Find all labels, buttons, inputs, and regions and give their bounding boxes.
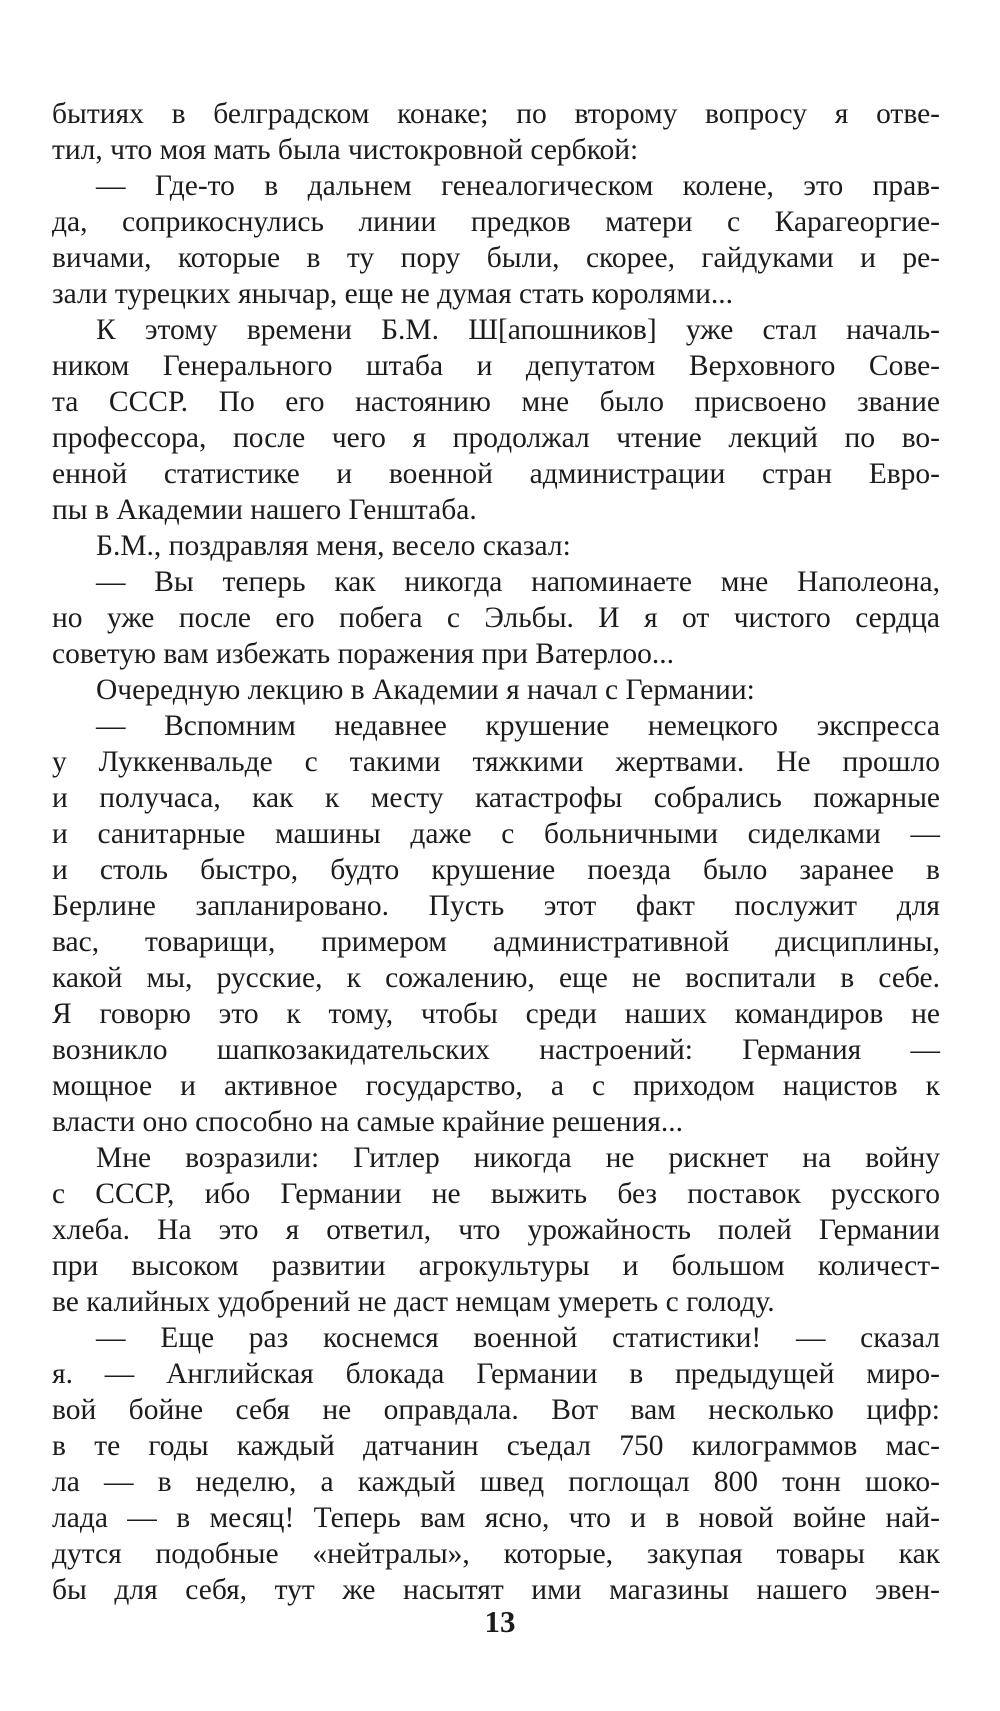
text-line: ником Генерального штаба и депутатом Верховного Сове-: [52, 350, 940, 382]
text-line: дутся подобные «нейтралы», которые, закупая товары как: [52, 1538, 940, 1570]
text-line: и столь быстро, будто крушение поезда было заранее в: [52, 854, 940, 886]
text-line: и получаса, как к месту катастрофы собрались пожарные: [52, 782, 940, 814]
text-line: енной статистике и военной администрации стран Евро-: [52, 458, 940, 490]
text-line: хлеба. На это я ответил, что урожайность полей Германии: [52, 1214, 940, 1246]
text-line: лада — в месяц! Теперь вам ясно, что и в новой войне най-: [52, 1502, 940, 1534]
page-body-text: [52, 96, 940, 1608]
text-line: вой бойне себя не оправдала. Вот вам несколько цифр:: [52, 1394, 940, 1426]
text-line: вичами, которые в ту пору были, скорее, гайдуками и ре-: [52, 242, 940, 274]
text-line: я. — Английская блокада Германии в предыдущей миро-: [52, 1358, 940, 1390]
text-line: бытиях в белградском конаке; по второму вопросу я отве-: [52, 98, 940, 130]
page-number: 13: [484, 1604, 516, 1639]
text-line: советую вам избежать поражения при Ватерлоо...: [52, 638, 675, 670]
text-line: Б.М., поздравляя меня, весело сказал:: [96, 530, 571, 562]
text-line: ве калийных удобрений не даст немцам умереть с голоду.: [52, 1286, 775, 1318]
text-line: бы для себя, тут же насытят ими магазины нашего эвен-: [52, 1574, 940, 1606]
text-line: возникло шапкозакидательских настроений: Германия —: [52, 1034, 940, 1066]
text-line: у Луккенвальде с такими тяжкими жертвами. Не прошло: [52, 746, 940, 778]
text-line: К этому времени Б.М. Ш[апошников] уже стал началь-: [96, 314, 940, 346]
text-line: Очередную лекцию в Академии я начал с Германии:: [96, 674, 755, 706]
text-line: зали турецких янычар, еще не думая стать королями...: [52, 278, 733, 310]
text-line: вас, товарищи, примером административной дисциплины,: [52, 926, 940, 958]
text-line: но уже после его побега с Эльбы. И я от чистого сердца: [52, 602, 940, 634]
text-line: — Еще раз коснемся военной статистики! — сказал: [96, 1322, 940, 1354]
text-line: профессора, после чего я продолжал чтение лекций по во-: [52, 422, 940, 454]
text-line: при высоком развитии агрокультуры и большом количест-: [52, 1250, 940, 1282]
text-line: да, соприкоснулись линии предков матери с Карагеоргие-: [52, 206, 940, 238]
text-line: в те годы каждый датчанин съедал 750 килограммов мас-: [52, 1430, 940, 1462]
text-line: власти оно способно на самые крайние решения...: [52, 1106, 683, 1138]
text-line: — Вспомним недавнее крушение немецкого экспресса: [96, 710, 940, 742]
text-line: Берлине запланировано. Пусть этот факт послужит для: [52, 890, 940, 922]
text-line: та СССР. По его настоянию мне было присвоено звание: [52, 386, 940, 418]
text-line: — Где-то в дальнем генеалогическом колене, это прав-: [96, 170, 940, 202]
text-line: тил, что моя мать была чистокровной сербкой:: [52, 134, 639, 166]
text-line: Я говорю это к тому, чтобы среди наших командиров не: [52, 998, 940, 1030]
text-line: — Вы теперь как никогда напоминаете мне Наполеона,: [96, 566, 940, 598]
text-line: ла — в неделю, а каждый швед поглощал 800 тонн шоко-: [52, 1466, 940, 1498]
text-line: пы в Академии нашего Генштаба.: [52, 494, 477, 526]
text-line: с СССР, ибо Германии не выжить без поставок русского: [52, 1178, 940, 1210]
text-line: и санитарные машины даже с больничными сиделками —: [52, 818, 940, 850]
text-line: мощное и активное государство, а с приходом нацистов к: [52, 1070, 940, 1102]
text-line: Мне возразили: Гитлер никогда не рискнет на войну: [96, 1142, 940, 1174]
text-line: какой мы, русские, к сожалению, еще не воспитали в себе.: [52, 962, 940, 994]
